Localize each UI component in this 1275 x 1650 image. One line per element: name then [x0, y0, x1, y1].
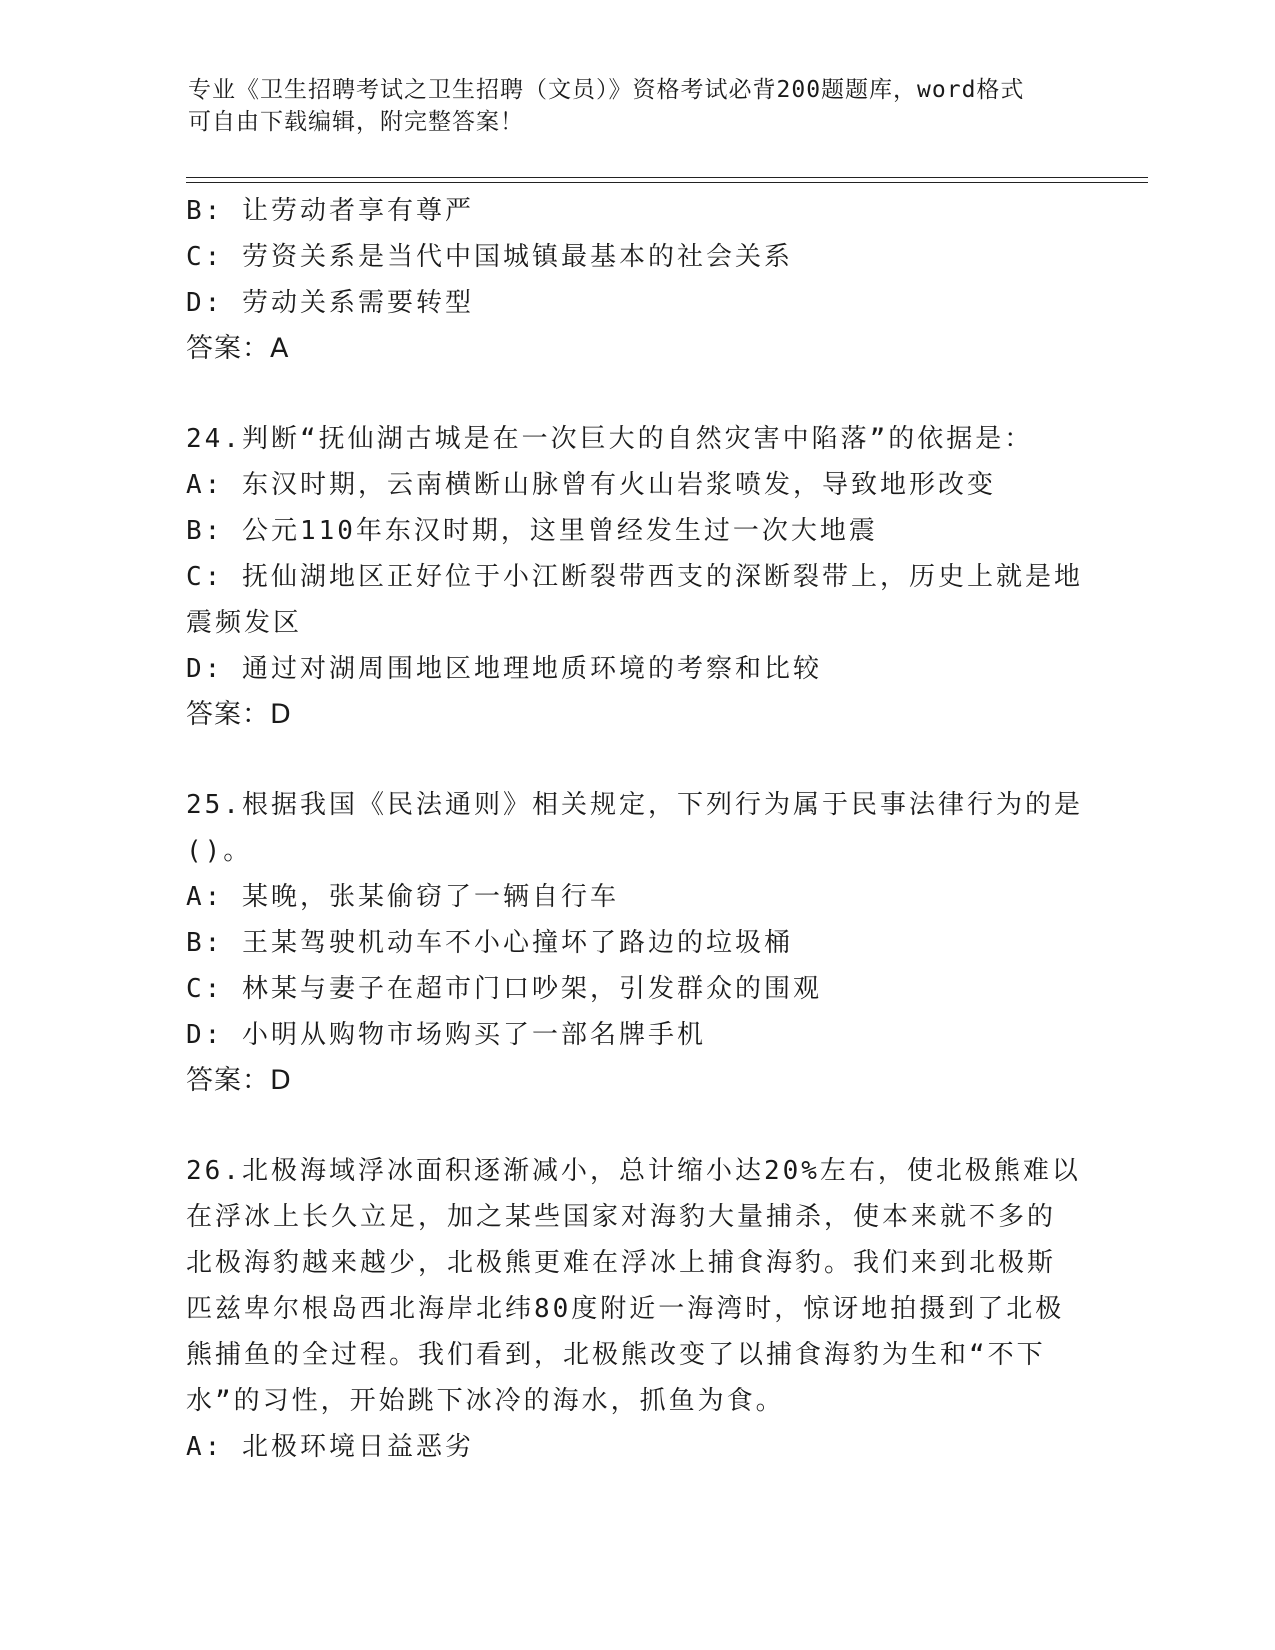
q23-option-c: C: 劳资关系是当代中国城镇最基本的社会关系 [186, 242, 793, 272]
header-divider-top [186, 177, 1148, 178]
q24-option-c-line-2: 震频发区 [186, 608, 303, 638]
q25-option-d: D: 小明从购物市场购买了一部名牌手机 [186, 1020, 706, 1050]
q24-option-d: D: 通过对湖周围地区地理地质环境的考察和比较 [186, 654, 822, 684]
question-26 [186, 1148, 1086, 1470]
q26-question-line-1: 26.北极海域浮冰面积逐渐减小，总计缩小达20%左右，使北极熊难以 [186, 1156, 1081, 1186]
question-25 [186, 782, 1086, 1104]
question-24 [186, 416, 1086, 738]
header-title-line-2: 可自由下载编辑，附完整答案！ [188, 109, 524, 135]
q24-option-a: A: 东汉时期，云南横断山脉曾有火山岩浆喷发，导致地形改变 [186, 470, 996, 500]
spacer [186, 372, 1086, 416]
q24-option-c-line-1: C: 抚仙湖地区正好位于小江断裂带西支的深断裂带上，历史上就是地 [186, 562, 1083, 592]
q23-answer: 答案：A [186, 333, 290, 364]
q24-option-b: B: 公元110年东汉时期，这里曾经发生过一次大地震 [186, 516, 878, 546]
q25-answer: 答案：D [186, 1065, 292, 1096]
q26-question-line-5: 熊捕鱼的全过程。我们看到，北极熊改变了以捕食海豹为生和“不下 [186, 1340, 1046, 1370]
q26-question-line-2: 在浮冰上长久立足，加之某些国家对海豹大量捕杀，使本来就不多的 [186, 1202, 1057, 1232]
q26-question-line-3: 北极海豹越来越少，北极熊更难在浮冰上捕食海豹。我们来到北极斯 [186, 1248, 1057, 1278]
q24-question: 24.判断“抚仙湖古城是在一次巨大的自然灾害中陷落”的依据是： [186, 424, 1034, 454]
question-23 [186, 188, 1086, 372]
spacer [186, 1104, 1086, 1148]
q23-option-b: B: 让劳动者享有尊严 [186, 196, 474, 226]
q23-option-d: D: 劳动关系需要转型 [186, 288, 474, 318]
header-title-line-1: 专业《卫生招聘考试之卫生招聘（文员）》资格考试必背200题题库，word格式 [188, 77, 1025, 103]
header-divider-bottom [186, 182, 1148, 183]
spacer [186, 738, 1086, 782]
q25-option-b: B: 王某驾驶机动车不小心撞坏了路边的垃圾桶 [186, 928, 793, 958]
q25-question-line-1: 25.根据我国《民法通则》相关规定，下列行为属于民事法律行为的是 [186, 790, 1083, 820]
question-content [186, 188, 1086, 1470]
q25-question-line-2: ()。 [186, 836, 253, 866]
q25-option-a: A: 某晚，张某偷窃了一辆自行车 [186, 882, 619, 912]
document-header [188, 74, 1068, 138]
q24-answer: 答案：D [186, 699, 292, 730]
q26-question-line-4: 匹兹卑尔根岛西北海岸北纬80度附近一海湾时，惊讶地拍摄到了北极 [186, 1294, 1065, 1324]
q26-question-line-6: 水”的习性，开始跳下冰冷的海水，抓鱼为食。 [186, 1386, 785, 1416]
q25-option-c: C: 林某与妻子在超市门口吵架，引发群众的围观 [186, 974, 822, 1004]
q26-option-a: A: 北极环境日益恶劣 [186, 1432, 474, 1462]
